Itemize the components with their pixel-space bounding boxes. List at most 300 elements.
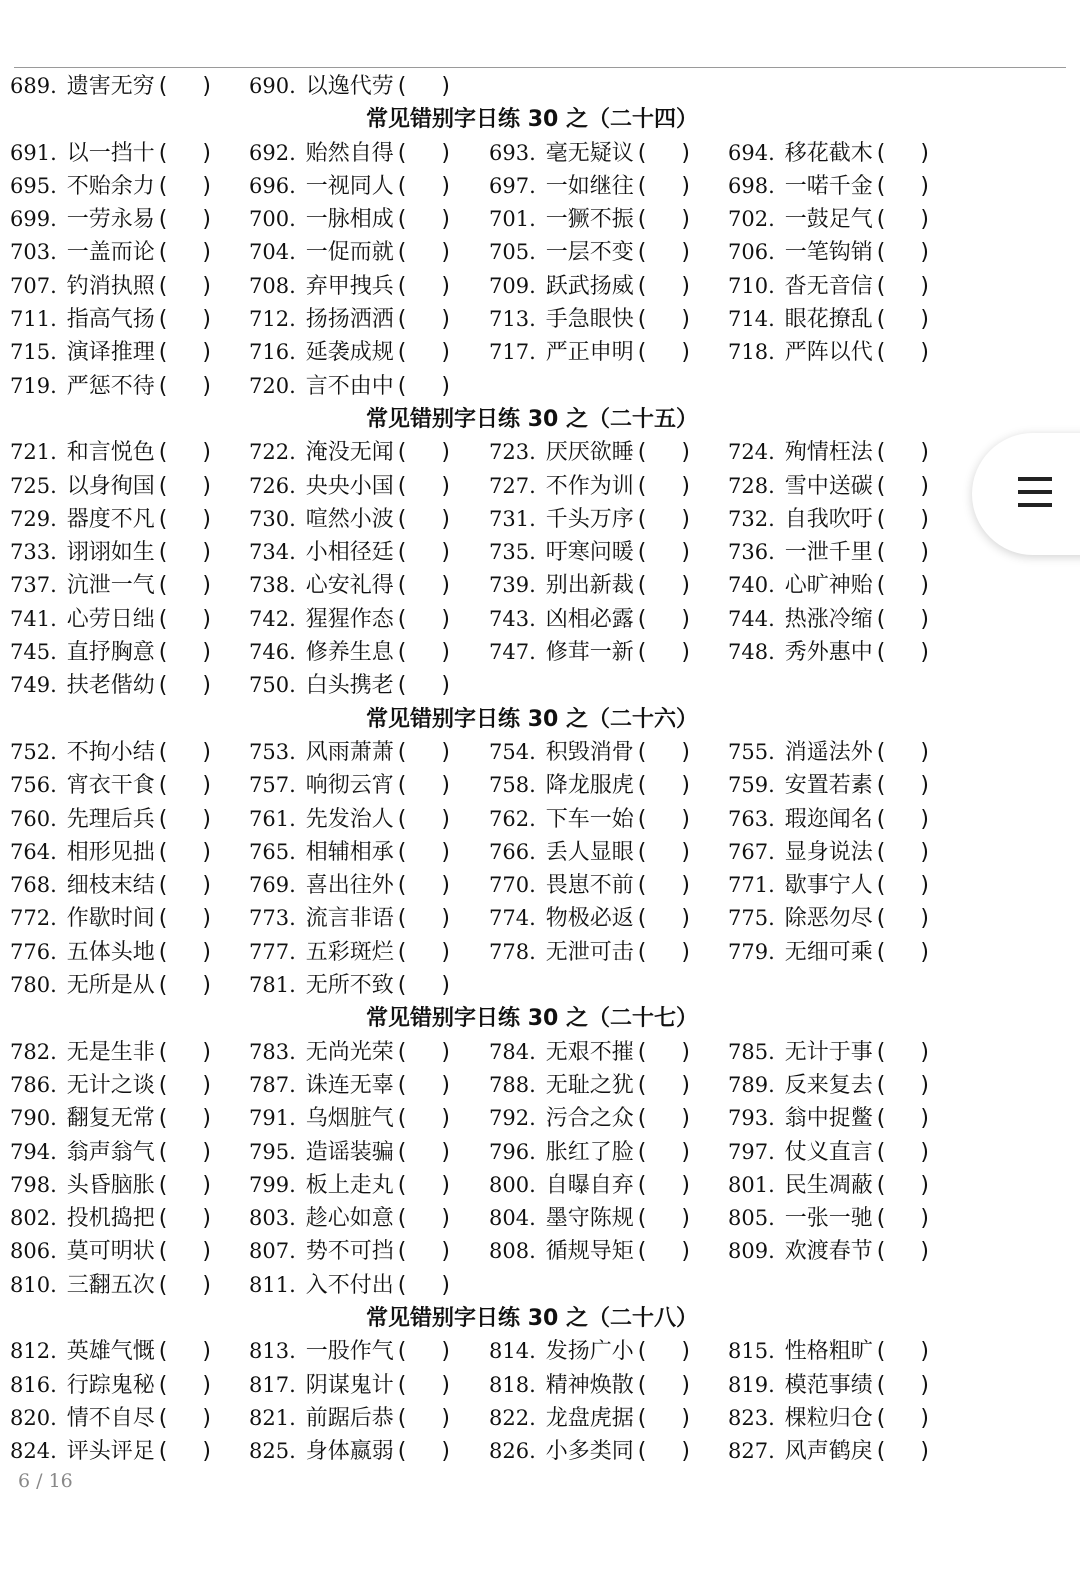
answer-blank[interactable]: ( ) xyxy=(876,873,943,899)
exercise-item xyxy=(728,536,943,569)
answer-blank[interactable]: ( ) xyxy=(158,1172,225,1198)
exercise-item xyxy=(249,536,464,569)
idiom-text: 无艰不摧 xyxy=(545,1039,634,1065)
answer-blank[interactable]: ( ) xyxy=(637,440,704,466)
exercise-row xyxy=(0,370,1000,403)
item-number: 807. xyxy=(249,1239,296,1264)
exercise-item xyxy=(728,503,943,536)
idiom-text: 遗害无穷 xyxy=(66,74,155,99)
answer-blank[interactable]: ( ) xyxy=(637,307,704,333)
answer-blank[interactable]: ( ) xyxy=(397,606,464,632)
answer-blank[interactable]: ( ) xyxy=(876,573,943,599)
answer-blank[interactable]: ( ) xyxy=(158,540,225,566)
idiom-text: 无所不致 xyxy=(305,973,394,999)
idiom-text: 循规导矩 xyxy=(545,1239,634,1265)
answer-blank[interactable]: ( ) xyxy=(876,606,943,632)
exercise-item xyxy=(10,636,225,669)
exercise-item xyxy=(728,203,943,236)
exercise-item xyxy=(10,436,225,469)
item-number: 716. xyxy=(249,340,296,365)
exercise-item xyxy=(728,1435,943,1468)
exercise-row xyxy=(0,1269,1000,1302)
item-number: 765. xyxy=(249,839,296,864)
answer-blank[interactable]: ( ) xyxy=(158,1405,225,1431)
answer-blank[interactable]: ( ) xyxy=(637,1206,704,1232)
item-number: 811. xyxy=(249,1272,296,1297)
idiom-text: 跃武扬威 xyxy=(545,273,634,299)
answer-blank[interactable]: ( ) xyxy=(876,839,943,865)
exercise-item xyxy=(249,203,464,236)
idiom-text: 一笔钩销 xyxy=(784,240,873,266)
answer-blank[interactable]: ( ) xyxy=(397,373,464,399)
answer-blank[interactable]: ( ) xyxy=(397,173,464,199)
item-number: 797. xyxy=(728,1139,775,1164)
exercise-item xyxy=(489,203,704,236)
answer-blank[interactable]: ( ) xyxy=(397,140,464,166)
answer-blank[interactable]: ( ) xyxy=(397,1372,464,1398)
answer-blank[interactable]: ( ) xyxy=(876,506,943,532)
idiom-text: 消遥法外 xyxy=(784,739,873,765)
answer-blank[interactable]: ( ) xyxy=(158,1106,225,1132)
exercise-item xyxy=(10,669,225,702)
answer-blank[interactable]: ( ) xyxy=(637,540,704,566)
answer-blank[interactable]: ( ) xyxy=(876,1439,943,1465)
answer-blank[interactable]: ( ) xyxy=(158,506,225,532)
item-number: 731. xyxy=(489,506,536,531)
exercise-item xyxy=(10,1136,225,1169)
answer-blank[interactable]: ( ) xyxy=(637,1139,704,1165)
item-number: 767. xyxy=(728,839,775,864)
idiom-text: 一如继往 xyxy=(545,173,634,199)
answer-blank[interactable]: ( ) xyxy=(397,1139,464,1165)
idiom-text: 身体嬴弱 xyxy=(305,1439,394,1465)
item-number: 809. xyxy=(728,1239,775,1264)
exercise-item xyxy=(489,436,704,469)
item-number: 773. xyxy=(249,906,296,931)
exercise-item xyxy=(10,1369,225,1402)
exercise-item xyxy=(489,1235,704,1268)
idiom-text: 三翻五次 xyxy=(66,1272,155,1298)
answer-blank[interactable]: ( ) xyxy=(876,1206,943,1232)
idiom-text: 眼花撩乱 xyxy=(784,307,873,333)
answer-blank[interactable]: ( ) xyxy=(158,1139,225,1165)
answer-blank[interactable]: ( ) xyxy=(637,1172,704,1198)
item-number: 737. xyxy=(10,573,57,598)
answer-blank[interactable]: ( ) xyxy=(158,74,225,99)
answer-blank[interactable]: ( ) xyxy=(876,1405,943,1431)
answer-blank[interactable]: ( ) xyxy=(637,1106,704,1132)
answer-blank[interactable]: ( ) xyxy=(158,140,225,166)
item-number: 758. xyxy=(489,773,536,798)
answer-blank[interactable]: ( ) xyxy=(876,1106,943,1132)
answer-blank[interactable]: ( ) xyxy=(158,1206,225,1232)
answer-blank[interactable]: ( ) xyxy=(397,1405,464,1431)
answer-blank[interactable]: ( ) xyxy=(637,1339,704,1365)
answer-blank[interactable]: ( ) xyxy=(397,873,464,899)
answer-blank[interactable]: ( ) xyxy=(876,473,943,499)
answer-blank[interactable]: ( ) xyxy=(397,473,464,499)
answer-blank[interactable]: ( ) xyxy=(876,440,943,466)
idiom-text: 板上走丸 xyxy=(305,1172,394,1198)
answer-blank[interactable]: ( ) xyxy=(397,1039,464,1065)
idiom-text: 厌厌欲睡 xyxy=(545,440,634,466)
idiom-text: 下车一始 xyxy=(545,806,634,832)
exercise-row xyxy=(0,1335,1000,1368)
answer-blank[interactable]: ( ) xyxy=(397,906,464,932)
answer-blank[interactable]: ( ) xyxy=(637,140,704,166)
answer-blank[interactable]: ( ) xyxy=(876,1039,943,1065)
item-number: 712. xyxy=(249,307,296,332)
idiom-text: 造谣装骗 xyxy=(305,1139,394,1165)
idiom-text: 五体头地 xyxy=(66,939,155,965)
answer-blank[interactable]: ( ) xyxy=(397,973,464,999)
exercise-item xyxy=(489,1036,704,1069)
exercise-item xyxy=(489,1435,704,1468)
answer-blank[interactable]: ( ) xyxy=(158,573,225,599)
exercise-item xyxy=(728,470,943,503)
exercise-item xyxy=(10,1036,225,1069)
item-number: 764. xyxy=(10,839,57,864)
item-number: 790. xyxy=(10,1106,57,1131)
answer-blank[interactable]: ( ) xyxy=(158,1039,225,1065)
answer-blank[interactable]: ( ) xyxy=(637,806,704,832)
answer-blank[interactable]: ( ) xyxy=(158,207,225,233)
idiom-text: 除恶勿尽 xyxy=(784,906,873,932)
item-number: 776. xyxy=(10,939,57,964)
answer-blank[interactable]: ( ) xyxy=(876,1339,943,1365)
answer-blank[interactable]: ( ) xyxy=(397,673,464,699)
exercise-item xyxy=(10,736,225,769)
idiom-text: 心安礼得 xyxy=(305,573,394,599)
idiom-text: 秀外惠中 xyxy=(784,640,873,666)
answer-blank[interactable]: ( ) xyxy=(158,873,225,899)
answer-blank[interactable]: ( ) xyxy=(397,1339,464,1365)
exercise-item xyxy=(10,336,225,369)
exercise-item xyxy=(728,270,943,303)
answer-blank[interactable]: ( ) xyxy=(876,1139,943,1165)
answer-blank[interactable]: ( ) xyxy=(637,839,704,865)
item-number: 806. xyxy=(10,1239,57,1264)
answer-blank[interactable]: ( ) xyxy=(397,1206,464,1232)
idiom-text: 喧然小波 xyxy=(305,506,394,532)
answer-blank[interactable]: ( ) xyxy=(637,340,704,366)
answer-blank[interactable]: ( ) xyxy=(397,640,464,666)
answer-blank[interactable]: ( ) xyxy=(158,906,225,932)
idiom-text: 贻然自得 xyxy=(305,140,394,166)
answer-blank[interactable]: ( ) xyxy=(158,173,225,199)
exercise-item xyxy=(249,1269,464,1302)
answer-blank[interactable]: ( ) xyxy=(397,273,464,299)
answer-blank[interactable]: ( ) xyxy=(637,1372,704,1398)
idiom-text: 龙盘虎据 xyxy=(545,1405,634,1431)
idiom-text: 沓无音信 xyxy=(784,273,873,299)
exercise-item xyxy=(10,836,225,869)
answer-blank[interactable]: ( ) xyxy=(637,906,704,932)
exercise-item xyxy=(489,1402,704,1435)
answer-blank[interactable]: ( ) xyxy=(637,1072,704,1098)
exercise-row xyxy=(0,1369,1000,1402)
idiom-text: 毫无疑议 xyxy=(545,140,634,166)
answer-blank[interactable]: ( ) xyxy=(876,1239,943,1265)
answer-blank[interactable]: ( ) xyxy=(158,273,225,299)
idiom-text: 棵粒归仓 xyxy=(784,1405,873,1431)
idiom-text: 器度不凡 xyxy=(66,506,155,532)
hamburger-menu-icon xyxy=(1018,477,1052,507)
exercise-item xyxy=(249,1335,464,1368)
item-number: 744. xyxy=(728,606,775,631)
item-number: 801. xyxy=(728,1172,775,1197)
answer-blank[interactable]: ( ) xyxy=(158,373,225,399)
item-number: 770. xyxy=(489,873,536,898)
answer-blank[interactable]: ( ) xyxy=(397,573,464,599)
item-number: 711. xyxy=(10,307,57,332)
answer-blank[interactable]: ( ) xyxy=(876,1372,943,1398)
idiom-text: 喜出往外 xyxy=(305,873,394,899)
idiom-text: 流言非语 xyxy=(305,906,394,932)
answer-blank[interactable]: ( ) xyxy=(637,240,704,266)
answer-blank[interactable]: ( ) xyxy=(637,473,704,499)
answer-blank[interactable]: ( ) xyxy=(876,340,943,366)
item-number: 785. xyxy=(728,1039,775,1064)
idiom-text: 无泄可击 xyxy=(545,939,634,965)
item-number: 734. xyxy=(249,540,296,565)
answer-blank[interactable]: ( ) xyxy=(397,773,464,799)
exercise-item xyxy=(249,936,464,969)
answer-blank[interactable]: ( ) xyxy=(158,739,225,765)
exercise-item xyxy=(728,636,943,669)
item-number: 743. xyxy=(489,606,536,631)
item-number: 698. xyxy=(728,173,775,198)
answer-blank[interactable]: ( ) xyxy=(158,473,225,499)
item-number: 707. xyxy=(10,273,57,298)
answer-blank[interactable]: ( ) xyxy=(397,74,464,99)
exercise-item xyxy=(489,569,704,602)
item-number: 759. xyxy=(728,773,775,798)
answer-blank[interactable]: ( ) xyxy=(637,1239,704,1265)
answer-blank[interactable]: ( ) xyxy=(158,673,225,699)
answer-blank[interactable]: ( ) xyxy=(397,240,464,266)
idiom-text: 以一挡十 xyxy=(66,140,155,166)
item-number: 735. xyxy=(489,540,536,565)
answer-blank[interactable]: ( ) xyxy=(158,939,225,965)
exercise-item xyxy=(728,1235,943,1268)
answer-blank[interactable]: ( ) xyxy=(158,1372,225,1398)
answer-blank[interactable]: ( ) xyxy=(637,773,704,799)
exercise-item xyxy=(249,1202,464,1235)
exercise-item xyxy=(728,1369,943,1402)
exercise-item xyxy=(10,536,225,569)
exercise-item xyxy=(728,236,943,269)
item-number: 810. xyxy=(10,1272,57,1297)
answer-blank[interactable]: ( ) xyxy=(876,140,943,166)
answer-blank[interactable]: ( ) xyxy=(637,1039,704,1065)
answer-blank[interactable]: ( ) xyxy=(158,1272,225,1298)
answer-blank[interactable]: ( ) xyxy=(876,307,943,333)
idiom-text: 污合之众 xyxy=(545,1106,634,1132)
exercise-row xyxy=(0,137,1000,170)
answer-blank[interactable]: ( ) xyxy=(876,739,943,765)
answer-blank[interactable]: ( ) xyxy=(397,1272,464,1298)
exercise-row xyxy=(0,270,1000,303)
answer-blank[interactable]: ( ) xyxy=(158,240,225,266)
item-number: 791. xyxy=(249,1106,296,1131)
idiom-text: 一泄千里 xyxy=(784,540,873,566)
answer-blank[interactable]: ( ) xyxy=(876,240,943,266)
answer-blank[interactable]: ( ) xyxy=(876,1072,943,1098)
answer-blank[interactable]: ( ) xyxy=(158,973,225,999)
idiom-text: 以身徇国 xyxy=(66,473,155,499)
answer-blank[interactable]: ( ) xyxy=(158,640,225,666)
idiom-text: 指高气扬 xyxy=(66,307,155,333)
answer-blank[interactable]: ( ) xyxy=(876,173,943,199)
idiom-text: 乌烟脏气 xyxy=(305,1106,394,1132)
item-number: 781. xyxy=(249,973,296,998)
answer-blank[interactable]: ( ) xyxy=(637,640,704,666)
idiom-text: 英雄气慨 xyxy=(66,1339,155,1365)
item-number: 719. xyxy=(10,373,57,398)
answer-blank[interactable]: ( ) xyxy=(397,839,464,865)
idiom-text: 行踪鬼秘 xyxy=(66,1372,155,1398)
idiom-text: 殉情枉法 xyxy=(784,440,873,466)
item-number: 693. xyxy=(489,140,536,165)
exercise-item xyxy=(489,803,704,836)
answer-blank[interactable]: ( ) xyxy=(158,1239,225,1265)
answer-blank[interactable]: ( ) xyxy=(158,440,225,466)
idiom-text: 扶老偕幼 xyxy=(66,673,155,699)
exercise-row xyxy=(0,803,1000,836)
answer-blank[interactable]: ( ) xyxy=(637,739,704,765)
answer-blank[interactable]: ( ) xyxy=(876,540,943,566)
answer-blank[interactable]: ( ) xyxy=(397,1072,464,1098)
exercise-item xyxy=(249,1235,464,1268)
idiom-text: 投机捣把 xyxy=(66,1206,155,1232)
exercise-item xyxy=(489,1169,704,1202)
answer-blank[interactable]: ( ) xyxy=(397,207,464,233)
answer-blank[interactable]: ( ) xyxy=(876,806,943,832)
idiom-text: 心旷神贻 xyxy=(784,573,873,599)
exercise-item xyxy=(489,503,704,536)
answer-blank[interactable]: ( ) xyxy=(876,773,943,799)
answer-blank[interactable]: ( ) xyxy=(397,1439,464,1465)
answer-blank[interactable]: ( ) xyxy=(158,1339,225,1365)
exercise-row xyxy=(0,969,1000,1002)
idiom-text: 一层不变 xyxy=(545,240,634,266)
answer-blank[interactable]: ( ) xyxy=(637,939,704,965)
idiom-text: 自曝自弃 xyxy=(545,1172,634,1198)
answer-blank[interactable]: ( ) xyxy=(637,1405,704,1431)
exercise-row xyxy=(0,1036,1000,1069)
idiom-text: 五彩斑烂 xyxy=(305,939,394,965)
answer-blank[interactable]: ( ) xyxy=(876,906,943,932)
exercise-row xyxy=(0,569,1000,602)
exercise-item xyxy=(10,1402,225,1435)
exercise-row xyxy=(0,1169,1000,1202)
answer-blank[interactable]: ( ) xyxy=(397,440,464,466)
idiom-text: 演译推理 xyxy=(66,340,155,366)
idiom-text: 自我吹吁 xyxy=(784,506,873,532)
idiom-text: 猩猩作态 xyxy=(305,606,394,632)
answer-blank[interactable]: ( ) xyxy=(397,806,464,832)
answer-blank[interactable]: ( ) xyxy=(637,207,704,233)
answer-blank[interactable]: ( ) xyxy=(397,939,464,965)
item-number: 813. xyxy=(249,1339,296,1364)
item-number: 727. xyxy=(489,473,536,498)
answer-blank[interactable]: ( ) xyxy=(158,806,225,832)
exercise-row xyxy=(0,503,1000,536)
item-number: 827. xyxy=(728,1439,775,1464)
answer-blank[interactable]: ( ) xyxy=(397,1239,464,1265)
answer-blank[interactable]: ( ) xyxy=(876,939,943,965)
answer-blank[interactable]: ( ) xyxy=(397,1172,464,1198)
item-number: 812. xyxy=(10,1339,57,1364)
answer-blank[interactable]: ( ) xyxy=(158,1072,225,1098)
idiom-text: 无所是从 xyxy=(66,973,155,999)
idiom-text: 前踞后恭 xyxy=(305,1405,394,1431)
answer-blank[interactable]: ( ) xyxy=(876,1172,943,1198)
item-number: 726. xyxy=(249,473,296,498)
item-number: 774. xyxy=(489,906,536,931)
answer-blank[interactable]: ( ) xyxy=(397,540,464,566)
item-number: 746. xyxy=(249,640,296,665)
idiom-text: 歇事宁人 xyxy=(784,873,873,899)
idiom-text: 一喏千金 xyxy=(784,173,873,199)
answer-blank[interactable]: ( ) xyxy=(637,173,704,199)
answer-blank[interactable]: ( ) xyxy=(637,1439,704,1465)
exercise-row xyxy=(0,170,1000,203)
idiom-text: 不贻余力 xyxy=(66,173,155,199)
item-number: 695. xyxy=(10,173,57,198)
answer-blank[interactable]: ( ) xyxy=(876,640,943,666)
exercise-item xyxy=(249,569,464,602)
exercise-item xyxy=(249,470,464,503)
idiom-text: 趁心如意 xyxy=(305,1206,394,1232)
answer-blank[interactable]: ( ) xyxy=(876,273,943,299)
answer-blank[interactable]: ( ) xyxy=(637,573,704,599)
item-number: 782. xyxy=(10,1039,57,1064)
idiom-text: 仗义直言 xyxy=(784,1139,873,1165)
item-number: 816. xyxy=(10,1372,57,1397)
item-number: 805. xyxy=(728,1206,775,1231)
idiom-text: 瑕迩闻名 xyxy=(784,806,873,832)
answer-blank[interactable]: ( ) xyxy=(158,606,225,632)
answer-blank[interactable]: ( ) xyxy=(876,207,943,233)
answer-blank[interactable]: ( ) xyxy=(158,340,225,366)
answer-blank[interactable]: ( ) xyxy=(637,506,704,532)
answer-blank[interactable]: ( ) xyxy=(637,273,704,299)
answer-blank[interactable]: ( ) xyxy=(397,506,464,532)
item-number: 819. xyxy=(728,1372,775,1397)
answer-blank[interactable]: ( ) xyxy=(397,307,464,333)
exercise-item xyxy=(489,470,704,503)
item-number: 725. xyxy=(10,473,57,498)
idiom-text: 宵衣干食 xyxy=(66,773,155,799)
answer-blank[interactable]: ( ) xyxy=(397,340,464,366)
item-number: 754. xyxy=(489,739,536,764)
answer-blank[interactable]: ( ) xyxy=(158,773,225,799)
idiom-text: 严正申明 xyxy=(545,340,634,366)
item-number: 702. xyxy=(728,207,775,232)
answer-blank[interactable]: ( ) xyxy=(158,839,225,865)
answer-blank[interactable]: ( ) xyxy=(397,1106,464,1132)
item-number: 736. xyxy=(728,540,775,565)
answer-blank[interactable]: ( ) xyxy=(397,739,464,765)
answer-blank[interactable]: ( ) xyxy=(158,1439,225,1465)
exercise-item xyxy=(249,603,464,636)
answer-blank[interactable]: ( ) xyxy=(158,307,225,333)
idiom-text: 民生凋蔽 xyxy=(784,1172,873,1198)
answer-blank[interactable]: ( ) xyxy=(637,873,704,899)
answer-blank[interactable]: ( ) xyxy=(637,606,704,632)
